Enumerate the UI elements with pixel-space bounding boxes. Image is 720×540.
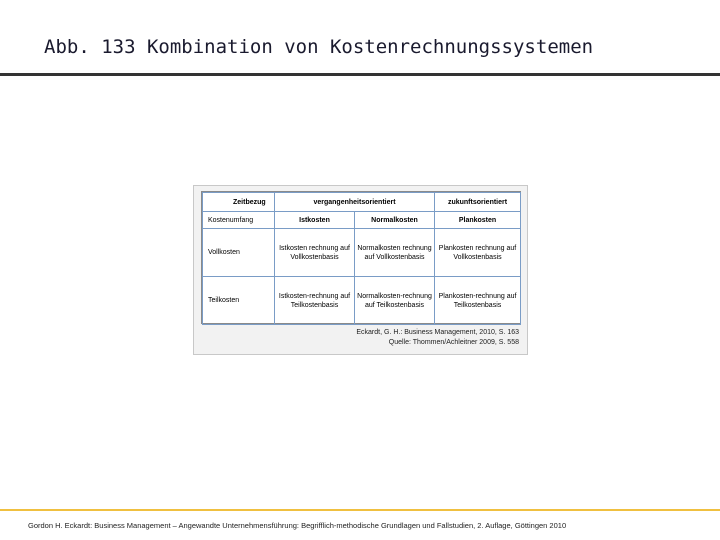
column-header-istkosten: Istkosten: [275, 212, 355, 229]
header-vergangenheitsorientiert: vergangenheitsorientiert: [275, 193, 435, 212]
table-cell: Plankosten rechnung auf Vollkostenbasis: [435, 229, 521, 277]
column-header-normalkosten: Normalkosten: [355, 212, 435, 229]
corner-kostenumfang: Kostenumfang: [203, 212, 275, 229]
source-line-2: Quelle: Thommen/Achleitner 2009, S. 558: [388, 339, 519, 346]
title-divider: [0, 73, 720, 76]
table-cell: Plankosten-rechnung auf Teilkostenbasis: [435, 277, 521, 325]
row-label-teilkosten: Teilkosten: [203, 277, 275, 325]
corner-zeitbezug: Zeitbezug: [203, 193, 275, 212]
table-cell: Normalkosten-rechnung auf Teilkostenbasis: [355, 277, 435, 325]
table-cell: Istkosten-rechnung auf Teilkostenbasis: [275, 277, 355, 325]
table-row: [203, 277, 521, 325]
row-label-vollkosten: Vollkosten: [203, 229, 275, 277]
column-header-plankosten: Plankosten: [435, 212, 521, 229]
slide-title: Abb. 133 Kombination von Kostenrechnungssystemen: [44, 36, 594, 58]
table-frame: [201, 191, 521, 324]
source-line-1: Eckardt, G. H.: Business Management, 2010, S. 163: [356, 329, 519, 336]
table-cell: Normalkosten rechnung auf Vollkostenbasis: [355, 229, 435, 277]
footer-divider: [0, 509, 720, 511]
table-row: [203, 229, 521, 277]
figure-panel: [193, 185, 528, 355]
table-cell: Istkosten rechnung auf Vollkostenbasis: [275, 229, 355, 277]
source-citation: [356, 328, 519, 348]
footer-citation: Gordon H. Eckardt: Business Management – Angewandte Unternehmensführung: Begrifflich-methodische Grundlagen und Fallstudien, 2. Auflage, Göttingen 2010: [28, 521, 567, 530]
header-zukunftsorientiert: zukunftsorientiert: [435, 193, 521, 212]
cost-system-matrix: [202, 192, 521, 325]
